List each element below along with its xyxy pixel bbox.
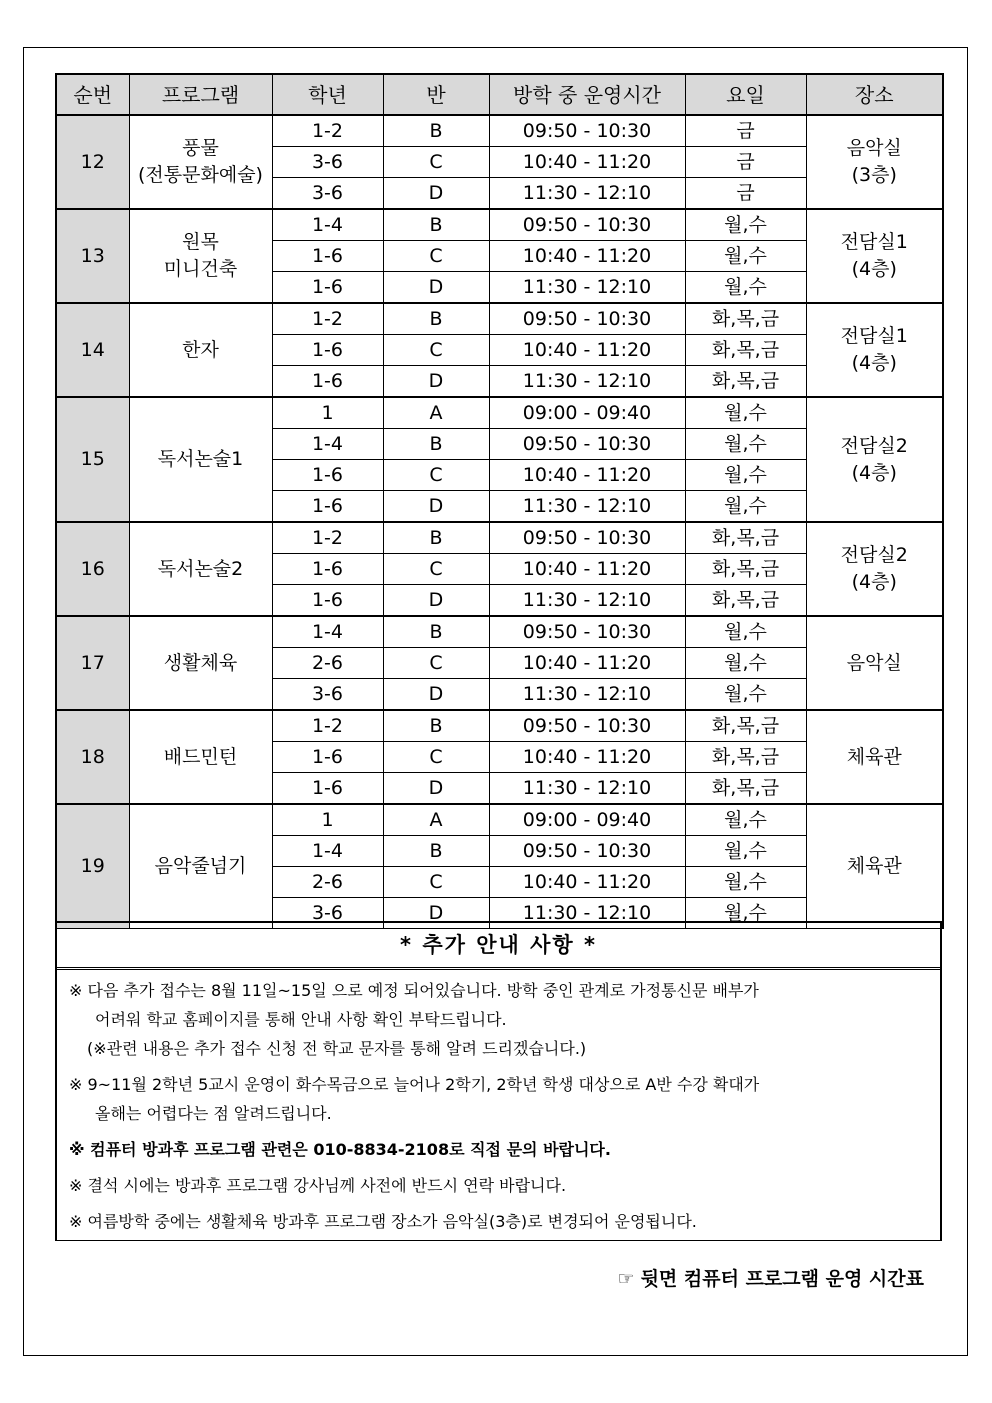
program-name-line: 생활체육 [163,651,238,674]
program-number: 16 [56,522,129,616]
table-row [56,522,943,554]
class-cell: C [383,335,489,366]
days-cell: 월,수 [685,836,806,867]
notice-line: 올해는 어렵다는 점 알려드립니다. [95,1104,332,1123]
table-header-row [56,74,943,115]
place-cell [806,616,943,710]
days-cell: 월,수 [685,241,806,272]
place-cell [806,303,943,397]
place-line: (4층) [851,352,897,374]
table-row [56,710,943,742]
program-name [129,115,272,209]
notice-item [69,1207,930,1236]
place-line: (3층) [851,164,897,186]
time-cell: 09:50 - 10:30 [489,209,685,241]
header-cell: 프로그램 [129,74,272,115]
time-cell: 11:30 - 12:10 [489,366,685,398]
program-number: 12 [56,115,129,209]
class-cell: D [383,178,489,210]
program-name [129,804,272,929]
days-cell: 월,수 [685,616,806,648]
additional-notice [55,921,942,1241]
time-cell: 10:40 - 11:20 [489,335,685,366]
program-name [129,209,272,303]
header-cell: 학년 [272,74,383,115]
header-cell: 요일 [685,74,806,115]
grade-cell: 3-6 [272,178,383,210]
program-name-line: 독서논술1 [157,448,244,471]
grade-cell: 1-2 [272,303,383,335]
grade-cell: 1-6 [272,460,383,491]
place-cell [806,397,943,522]
grade-cell: 1 [272,397,383,429]
class-cell: C [383,554,489,585]
program-name [129,303,272,397]
time-cell: 10:40 - 11:20 [489,460,685,491]
program-name [129,522,272,616]
grade-cell: 3-6 [272,147,383,178]
notice-line: ※ 컴퓨터 방과후 프로그램 관련은 010-8834-2108로 직접 문의 바랍니다. [69,1140,611,1159]
grade-cell: 3-6 [272,898,383,929]
grade-cell: 2-6 [272,648,383,679]
days-cell: 월,수 [685,209,806,241]
time-cell: 09:50 - 10:30 [489,429,685,460]
days-cell: 월,수 [685,460,806,491]
program-number: 14 [56,303,129,397]
notice-line: ※ 여름방학 중에는 생활체육 방과후 프로그램 장소가 음악실(3층)로 변경되어 운영됩니다. [69,1212,697,1231]
time-cell: 09:50 - 10:30 [489,115,685,147]
time-cell: 11:30 - 12:10 [489,679,685,711]
days-cell: 화,목,금 [685,710,806,742]
program-number: 17 [56,616,129,710]
program-name-line: 배드민턴 [163,745,238,768]
place-cell [806,115,943,209]
grade-cell: 1-6 [272,366,383,398]
header-cell: 방학 중 운영시간 [489,74,685,115]
days-cell: 금 [685,115,806,147]
program-number: 13 [56,209,129,303]
notice-line: (※관련 내용은 추가 접수 신청 전 학교 문자를 통해 알려 드리겠습니다.) [87,1039,587,1058]
notice-item [69,1171,930,1200]
class-cell: B [383,522,489,554]
class-cell: D [383,585,489,617]
place-line: 음악실 [846,651,902,674]
time-cell: 10:40 - 11:20 [489,648,685,679]
table-row [56,209,943,241]
grade-cell: 1-4 [272,209,383,241]
days-cell: 화,목,금 [685,554,806,585]
time-cell: 11:30 - 12:10 [489,898,685,929]
time-cell: 09:50 - 10:30 [489,522,685,554]
notice-line: 어려워 학교 홈페이지를 통해 안내 사항 확인 부탁드립니다. [95,1010,507,1029]
place-cell [806,522,943,616]
program-number: 18 [56,710,129,804]
notice-line: ※ 다음 추가 접수는 8월 11일~15일 으로 예정 되어있습니다. 방학 중인 관계로 가정통신문 배부가 [69,981,759,1000]
class-cell: C [383,648,489,679]
grade-cell: 1-6 [272,241,383,272]
place-line: (4층) [851,571,897,593]
notice-item [69,976,930,1063]
program-name-line: 미니건축 [163,258,238,280]
days-cell: 화,목,금 [685,303,806,335]
days-cell: 월,수 [685,804,806,836]
class-cell: C [383,867,489,898]
program-name [129,616,272,710]
time-cell: 09:50 - 10:30 [489,616,685,648]
program-name [129,397,272,522]
days-cell: 화,목,금 [685,742,806,773]
grade-cell: 1-6 [272,272,383,304]
class-cell: D [383,491,489,523]
table-row [56,397,943,429]
notice-item [69,1070,930,1128]
table-row [56,616,943,648]
notice-line: ※ 9~11월 2학년 5교시 운영이 화수목금으로 늘어나 2학기, 2학년 학생 대상으로 A반 수강 확대가 [69,1075,760,1094]
class-cell: D [383,366,489,398]
place-cell [806,209,943,303]
grade-cell: 1-6 [272,773,383,805]
days-cell: 월,수 [685,272,806,304]
class-cell: A [383,397,489,429]
days-cell: 화,목,금 [685,773,806,805]
time-cell: 11:30 - 12:10 [489,773,685,805]
class-cell: C [383,460,489,491]
time-cell: 11:30 - 12:10 [489,491,685,523]
class-cell: B [383,836,489,867]
place-line: 전담실1 [840,325,908,348]
notice-title: * 추가 안내 사항 * [57,923,940,970]
program-name-line: (전통문화예술) [138,164,263,186]
place-cell [806,804,943,929]
grade-cell: 1-2 [272,522,383,554]
days-cell: 월,수 [685,429,806,460]
place-line: 체육관 [846,745,902,768]
days-cell: 화,목,금 [685,366,806,398]
class-cell: B [383,209,489,241]
notice-line: ※ 결석 시에는 방과후 프로그램 강사님께 사전에 반드시 연락 바랍니다. [69,1176,567,1195]
place-line: (4층) [851,258,897,280]
time-cell: 10:40 - 11:20 [489,742,685,773]
class-cell: B [383,429,489,460]
table-row [56,303,943,335]
back-page-text: 뒷면 컴퓨터 프로그램 운영 시간표 [640,1268,924,1290]
class-cell: C [383,241,489,272]
time-cell: 10:40 - 11:20 [489,867,685,898]
grade-cell: 1 [272,804,383,836]
schedule-table [55,73,944,929]
time-cell: 11:30 - 12:10 [489,178,685,210]
program-number: 15 [56,397,129,522]
days-cell: 월,수 [685,491,806,523]
class-cell: B [383,303,489,335]
time-cell: 10:40 - 11:20 [489,554,685,585]
time-cell: 11:30 - 12:10 [489,272,685,304]
days-cell: 화,목,금 [685,335,806,366]
place-line: (4층) [851,461,897,484]
grade-cell: 1-4 [272,616,383,648]
days-cell: 금 [685,147,806,178]
days-cell: 월,수 [685,397,806,429]
program-name-line: 한자 [182,338,219,361]
back-page-reference [618,1264,924,1291]
place-line: 체육관 [846,855,902,878]
time-cell: 09:00 - 09:40 [489,397,685,429]
grade-cell: 1-4 [272,429,383,460]
header-cell: 순번 [56,74,129,115]
class-cell: A [383,804,489,836]
time-cell: 09:00 - 09:40 [489,804,685,836]
days-cell: 월,수 [685,898,806,929]
grade-cell: 1-2 [272,115,383,147]
class-cell: D [383,898,489,929]
grade-cell: 3-6 [272,679,383,711]
class-cell: B [383,710,489,742]
notice-item [69,1135,930,1164]
grade-cell: 1-6 [272,585,383,617]
class-cell: C [383,147,489,178]
days-cell: 월,수 [685,867,806,898]
time-cell: 09:50 - 10:30 [489,710,685,742]
time-cell: 11:30 - 12:10 [489,585,685,617]
time-cell: 10:40 - 11:20 [489,241,685,272]
grade-cell: 1-6 [272,742,383,773]
grade-cell: 2-6 [272,867,383,898]
place-line: 음악실 [846,137,902,160]
program-name-line: 독서논술2 [157,557,244,580]
notice-list [57,970,940,1236]
pointing-hand-icon: ☞ [617,1268,635,1290]
place-line: 전담실2 [840,544,908,567]
class-cell: C [383,742,489,773]
class-cell: D [383,679,489,711]
table-row [56,804,943,836]
program-name-line: 풍물 [182,137,219,160]
days-cell: 금 [685,178,806,210]
grade-cell: 1-6 [272,335,383,366]
days-cell: 화,목,금 [685,585,806,617]
header-cell: 장소 [806,74,943,115]
program-name [129,710,272,804]
place-line: 전담실1 [840,231,908,254]
program-name-line: 원목 [182,231,219,254]
class-cell: B [383,115,489,147]
time-cell: 10:40 - 11:20 [489,147,685,178]
grade-cell: 1-4 [272,836,383,867]
program-name-line: 음악줄넘기 [154,855,247,878]
grade-cell: 1-2 [272,710,383,742]
class-cell: B [383,616,489,648]
class-cell: D [383,272,489,304]
grade-cell: 1-6 [272,491,383,523]
place-line: 전담실2 [840,434,908,457]
days-cell: 월,수 [685,679,806,711]
days-cell: 월,수 [685,648,806,679]
days-cell: 화,목,금 [685,522,806,554]
grade-cell: 1-6 [272,554,383,585]
place-cell [806,710,943,804]
table-row [56,115,943,147]
time-cell: 09:50 - 10:30 [489,303,685,335]
class-cell: D [383,773,489,805]
header-cell: 반 [383,74,489,115]
time-cell: 09:50 - 10:30 [489,836,685,867]
program-number: 19 [56,804,129,929]
